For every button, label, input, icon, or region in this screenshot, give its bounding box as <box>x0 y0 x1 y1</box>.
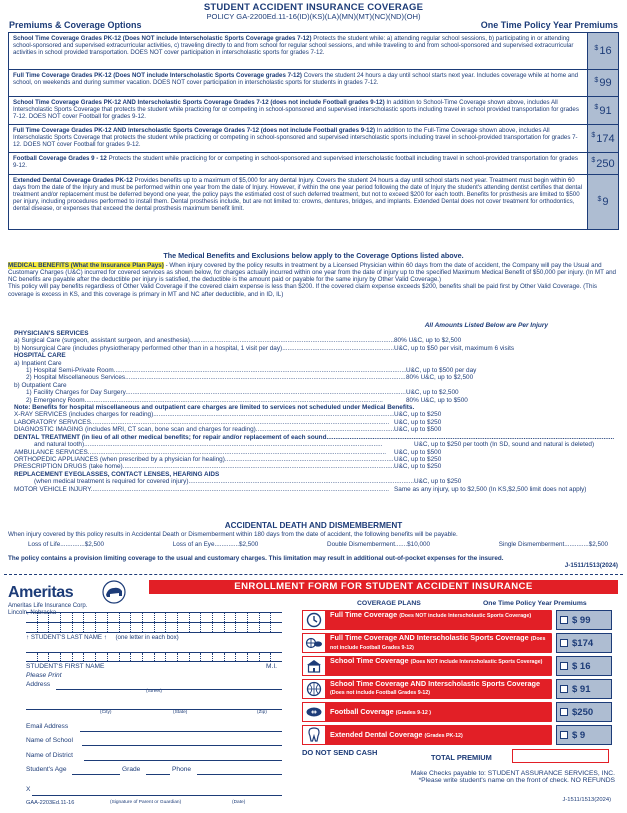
letter-box[interactable] <box>96 623 108 632</box>
signature-input[interactable] <box>32 795 282 796</box>
please-print-note: Please Print <box>26 672 62 679</box>
benefit-value: 80% U&C, up to $500 <box>406 396 468 404</box>
school-label: Name of School <box>26 737 73 744</box>
logo-location: Lincoln, Nebraska <box>8 609 57 616</box>
benefit-row <box>14 456 614 463</box>
age-label: Student's Age <box>26 766 67 773</box>
limitation-notice: The policy contains a provision limiting coverage to the usual and customary charges. This limitation may result in additional out-of-pocket expenses for the insured. <box>8 555 504 562</box>
coverage-option-price <box>588 97 618 124</box>
benefit-value: U&C, up to $250 <box>394 463 442 471</box>
letter-box[interactable] <box>26 623 38 632</box>
policy-number: POLICY GA-2200Ed.11-16(ID)(KS)(LA)(MN)(MT)(NC)(ND)(OH) <box>206 12 421 21</box>
letter-box[interactable] <box>49 623 61 632</box>
benefit-label: DENTAL TREATMENT (in lieu of all other medical benefits; for repair and/or replacement of each sound ..... <box>14 434 614 441</box>
benefit-label: LABORATORY SERVICES ..... <box>14 419 394 426</box>
price-value: 174 <box>596 132 615 145</box>
premiums-heading: Premiums & Coverage Options <box>9 20 142 30</box>
last-name-grid[interactable] <box>26 612 282 641</box>
benefit-value: U&C, up to $250 <box>414 478 462 486</box>
letter-box[interactable] <box>26 653 38 661</box>
plan-title: School Time Coverage AND Interscholastic Sports Coverage <box>330 679 541 688</box>
coverage-option-row <box>9 33 618 70</box>
plan-price: $ 99 <box>572 614 591 626</box>
add-schedule <box>28 541 608 548</box>
benefit-label: DIAGNOSTIC IMAGING (includes MRI, CT scan, bone scan and charges for reading) ..... <box>14 426 394 433</box>
benefit-label: MOTOR VEHICLE INJURY ..... <box>14 486 394 493</box>
benefit-row <box>14 389 614 396</box>
letter-box[interactable] <box>201 613 213 622</box>
grade-input[interactable] <box>146 774 170 775</box>
plan-price: $ 9 <box>572 729 586 741</box>
last-name-letter-boxes[interactable] <box>26 612 282 623</box>
total-premium-input[interactable] <box>512 749 609 763</box>
plan-subtitle: (Grades PK-12) <box>424 733 463 739</box>
benefit-row <box>14 478 614 485</box>
coverage-footnote: The Medical Benefits and Exclusions below apply to the Coverage Options listed above. <box>163 251 464 260</box>
letter-box[interactable] <box>201 653 213 661</box>
coverage-plan-option[interactable] <box>302 725 552 745</box>
coverage-option-text <box>9 125 588 152</box>
dollar-sign: $ <box>594 76 599 84</box>
grade-label: Grade <box>122 766 141 773</box>
zip-caption: (Zip) <box>257 710 267 715</box>
cut-line <box>4 574 623 575</box>
benefit-row <box>14 337 614 344</box>
benefit-value: U&C, up to $250 per tooth (In SD, sound and natural is deleted) <box>414 441 595 449</box>
medical-benefits-intro: - When injury covered by the policy results in treatment by a Licensed Physician within 60 days from the date of accident, the Company will pay the Usual and Customary Charges (U&C) incurred for covered services as shown below, for charges actually incurred within one year from the date of injury up to the specified Maximum Medical Benefit of $50,000 per injury. (In MT and NC benefits are payable after the deductible per injury is satisfied, the deductible is the amount paid or payable for the same injury by Other Valid Coverage.) <box>8 262 617 284</box>
coverage-option-text <box>9 153 588 174</box>
plan-title-block <box>330 657 549 666</box>
football-icon <box>302 702 326 722</box>
benefit-label: AMBULANCE SERVICES ..... <box>14 449 394 456</box>
tooth-icon <box>302 725 326 745</box>
benefit-label: 1) Facility Charges for Day Surgery ..... <box>26 389 406 396</box>
letter-box[interactable] <box>178 613 190 622</box>
plan-title-block <box>330 731 549 740</box>
dollar-sign: $ <box>594 44 599 52</box>
benefit-value: U&C, up to $2,500 <box>406 389 459 397</box>
plan-title: Full Time Coverage AND Interscholastic Sports Coverage <box>330 633 529 642</box>
last-name-caption <box>26 634 282 641</box>
letter-box[interactable] <box>73 623 85 632</box>
letter-box[interactable] <box>108 613 120 622</box>
district-input[interactable] <box>84 760 282 761</box>
coverage-option-text <box>9 70 588 96</box>
add-title: ACCIDENTAL DEATH AND DISMEMBERMENT <box>224 521 403 530</box>
plan-checkbox[interactable] <box>560 662 568 670</box>
address-label: Address <box>26 681 51 688</box>
coverage-option-row <box>9 175 618 229</box>
benefit-row <box>14 330 614 337</box>
benefit-value: 80% U&C, up to $2,500 <box>394 337 462 345</box>
last-name-hint: (one letter in each box) <box>115 634 179 641</box>
coverage-option-description: In addition to the Full-Time Coverage shown above, includes All Interscholastic Sports Coverage that protects the student while practicing or competing in school-sponsored and supervised interscholastic sports including travel in school-provided transportation for grades 7-12. DOES NOT cover Football for grades 9-12. <box>13 127 578 149</box>
plan-title: Extended Dental Coverage <box>330 730 423 739</box>
letter-box[interactable] <box>61 623 73 632</box>
letter-box[interactable] <box>213 623 225 632</box>
email-label: Email Address <box>26 723 69 730</box>
plan-subtitle: (Does NOT include Interscholastic Sports Coverage) <box>410 659 543 665</box>
coverage-option-title: School Time Coverage Grades PK-12 AND Interscholastic Sports Coverage Grades 7-12 (does not include Football grades 9-12) <box>13 99 385 106</box>
letter-box[interactable] <box>236 623 248 632</box>
medical-benefits-block <box>8 262 620 298</box>
benefit-row <box>14 411 614 418</box>
plan-title: Full Time Coverage <box>330 610 398 619</box>
benefit-value: U&C, up to $250 <box>394 411 442 419</box>
benefit-label: HOSPITAL CARE <box>14 352 66 360</box>
price-value: 99 <box>599 77 612 89</box>
benefit-label: PHYSICIAN'S SERVICES <box>14 330 89 337</box>
letter-box[interactable] <box>271 623 282 632</box>
benefit-value: U&C, up to $500 per day <box>406 367 477 375</box>
plan-title-block <box>330 634 549 652</box>
plan-title-block <box>330 708 549 717</box>
letter-box[interactable] <box>49 653 61 661</box>
benefit-row <box>14 449 614 456</box>
coverage-option-title: Full Time Coverage Grades PK-12 (Does NOT include Interscholastic Sports Coverage grades 7-12) <box>13 72 302 79</box>
dollar-sign: $ <box>591 132 596 139</box>
price-value: 16 <box>599 45 612 57</box>
letter-box[interactable] <box>155 613 167 622</box>
basketball-icon <box>302 679 326 699</box>
city-caption: (City) <box>100 710 112 715</box>
email-input[interactable] <box>80 731 282 732</box>
coverage-options-table <box>8 32 619 230</box>
plan-checkbox[interactable] <box>560 639 568 647</box>
street-caption: (Street) <box>146 689 162 694</box>
benefit-label: b) Outpatient Care <box>14 381 67 389</box>
benefit-schedule <box>14 330 614 493</box>
plan-price-box <box>556 702 612 722</box>
dollar-sign: $ <box>591 157 596 164</box>
payable-instructions <box>330 770 615 785</box>
last-name-label: ↑ STUDENT'S LAST NAME ↑ <box>26 634 107 641</box>
letter-box[interactable] <box>271 653 282 661</box>
bottom-form-code: J-1511/1513(2024) <box>562 797 611 803</box>
plan-price-box <box>556 656 612 676</box>
coverage-option-row <box>9 70 618 97</box>
letter-box[interactable] <box>120 623 132 632</box>
benefit-row <box>14 367 614 374</box>
dollar-sign: $ <box>597 195 602 203</box>
payable-line-2: *Please write student's name on the front of check. NO REFUNDS <box>418 777 615 785</box>
benefit-row <box>14 486 614 493</box>
letter-box[interactable] <box>61 613 73 622</box>
letter-box[interactable] <box>225 613 237 622</box>
coverage-option-text <box>9 97 588 124</box>
one-time-premiums-heading: One Time Policy Year Premiums <box>480 20 618 30</box>
letter-box[interactable] <box>108 623 120 632</box>
letter-box[interactable] <box>131 623 143 632</box>
plan-price: $174 <box>572 637 594 649</box>
coverage-option-title: Extended Dental Coverage Grades PK-12 <box>13 177 133 184</box>
benefit-label: ORTHOPEDIC APPLIANCES (when prescribed by a physician for healing) ..... <box>14 456 394 463</box>
plan-price-list <box>556 610 612 748</box>
coverage-plan-list <box>302 610 552 748</box>
benefit-label: X-RAY SERVICES (includes charges for reading) ..... <box>14 411 394 418</box>
benefit-label: Note: Benefits for hospital miscellaneous and outpatient care charges are limited to services not scheduled under Medical Benefits. <box>14 404 415 412</box>
price-value: 250 <box>596 157 615 170</box>
phone-label: Phone <box>172 766 192 773</box>
add-item: Double Dismemberment.......$10,000 <box>327 541 430 548</box>
coverage-option-description: In addition to School-Time Coverage shown above, includes All Interscholastic Sports Coverage that protects the student while practicing for or competing in school-sponsored and supervised interscholastic sports including travel in school provided transportation for grades 7-12. DOES NOT cover Football for grades 9-12. <box>13 99 579 121</box>
letter-box[interactable] <box>166 653 178 661</box>
benefit-row <box>14 360 614 367</box>
letter-box[interactable] <box>190 613 202 622</box>
coverage-option-text <box>9 33 588 69</box>
benefit-row <box>14 345 614 352</box>
state-caption: (State) <box>173 710 188 715</box>
coverage-option-description: Covers the student 24 hours a day until school starts next year. Includes coverage while at home and school, on weekends and during summer vacation. DOES NOT cover participation in interscholastic sports for students in grades 7-12. <box>13 72 579 87</box>
plan-title: School Time Coverage <box>330 656 409 665</box>
benefit-row <box>14 397 614 404</box>
plan-subtitle: (Does not include Football Grades 9-12) <box>330 690 431 696</box>
coverage-plan-option[interactable] <box>302 633 552 653</box>
benefit-value: U&C, up to $250 <box>394 418 442 426</box>
do-not-send-cash: DO NOT SEND CASH <box>302 748 378 757</box>
letter-box[interactable] <box>84 613 96 622</box>
plan-checkbox[interactable] <box>560 685 568 693</box>
amounts-per-injury-note: All Amounts Listed Below are Per Injury <box>424 322 548 329</box>
coverage-option-description: Provides benefits up to a maximum of $5,000 for any dental Injury. Covers the student 24 hours a day until school starts next year. Treatment must begin within 60 days from the date of the Injury and must be performed within one year from the date of Injury. However, if within the one year period following the date of Injury the student's attending dentist certifies that dental treatment and/or replacement must be deferred beyond one year, the policy pays the estimated cost of such deferred treatment, but not to exceed $200 for each tooth. Benefits for prosthesis are limited to $500 per injury, including procedures performed to install them. Dental prosthesis include, but are not limited to: crowns, dentures, bridges, and implants. Extended Dental does not cover treatment for orthodontics, dental disease, or expenses that exceed the dental prosthesis maximum benefit limit. <box>13 177 583 213</box>
coverage-option-title: Full Time Coverage Grades PK-12 AND Interscholastic Sports Coverage Grades 7-12 (does not include Football grades 9-12) <box>13 127 376 134</box>
document-title: STUDENT ACCIDENT INSURANCE COVERAGE <box>203 2 424 13</box>
letter-box[interactable] <box>225 653 237 661</box>
coverage-option-row <box>9 125 618 153</box>
coverage-option-description: Protects the student while: a) attending regular school sessions, b) participating in or attending school-sponsored and supervised extracurricular activities, c) traveling directly to and from school for regular school sessions, and while traveling to and from school-sponsored and supervised extracurricular activities in school provided transportation. DOES NOT cover participation in interscholastic sports for grades 7-12. <box>13 35 574 57</box>
letter-box[interactable] <box>201 623 213 632</box>
letter-box[interactable] <box>236 613 248 622</box>
benefit-label: and natural tooth) ..... <box>34 441 414 448</box>
coverage-option-price <box>588 125 618 152</box>
plan-checkbox[interactable] <box>560 708 568 716</box>
medical-benefits-heading: MEDICAL BENEFITS (What the Insurance Plan Pays) <box>8 262 164 269</box>
letter-box[interactable] <box>260 653 272 661</box>
letter-box[interactable] <box>248 653 260 661</box>
benefit-label: REPLACEMENT EYEGLASSES, CONTACT LENSES, HEARING AIDS <box>14 470 220 478</box>
bison-emblem-icon <box>100 580 128 604</box>
benefit-row <box>14 434 614 441</box>
add-text: When injury covered by this policy results in Accidental Death or Dismemberment within 180 days from the date of accident, the following benefits will be payable. <box>8 531 458 538</box>
letter-box[interactable] <box>155 653 167 661</box>
school-icon <box>302 656 326 676</box>
first-name-label: STUDENT'S FIRST NAME <box>26 663 105 670</box>
plan-subtitle: (Does not include Football Grades 9-12) <box>330 636 546 651</box>
phone-input[interactable] <box>197 774 282 775</box>
enrollment-premiums-heading: One Time Policy Year Premiums <box>483 600 587 607</box>
plan-price: $250 <box>572 706 594 718</box>
last-name-letter-boxes[interactable] <box>26 623 282 633</box>
first-name-letter-boxes[interactable] <box>26 652 282 662</box>
letter-box[interactable] <box>120 613 132 622</box>
plan-checkbox[interactable] <box>560 731 568 739</box>
benefit-row <box>14 382 614 389</box>
letter-box[interactable] <box>213 653 225 661</box>
school-input[interactable] <box>82 745 282 746</box>
letter-box[interactable] <box>96 613 108 622</box>
benefit-value: U&C, up to $50 per visit, maximum 6 visits <box>394 344 515 352</box>
benefit-value: Same as any injury, up to $2,500 (In KS,$2,500 limit does not apply) <box>394 485 587 493</box>
signature-caption: (Signature of Parent or Guardian) <box>110 800 182 805</box>
benefit-row <box>14 463 614 470</box>
letter-box[interactable] <box>49 613 61 622</box>
benefit-row <box>14 471 614 478</box>
letter-box[interactable] <box>248 613 260 622</box>
address-city-state-zip-input[interactable] <box>26 709 282 710</box>
coverage-plan-option[interactable] <box>302 656 552 676</box>
benefit-row <box>14 404 614 411</box>
age-input[interactable] <box>72 774 120 775</box>
benefit-label: a) Surgical Care (surgeon, assistant surgeon, and anesthesia) ..... <box>14 337 394 344</box>
coverage-option-title: Football Coverage Grades 9 - 12 <box>13 155 107 162</box>
letter-box[interactable] <box>166 613 178 622</box>
letter-box[interactable] <box>225 623 237 632</box>
plan-price-box <box>556 610 612 630</box>
benefit-value: U&C, up to $500 <box>394 448 442 456</box>
benefit-label: (when medical treatment is required for covered injury) ..... <box>34 478 414 485</box>
signature-x: X <box>26 786 31 793</box>
benefit-label: 1) Hospital Semi-Private Room ..... <box>26 367 406 374</box>
payable-line-1: Make Checks payable to: STUDENT ASSURANCE SERVICES, INC. <box>410 770 615 777</box>
plan-price: $ 91 <box>572 683 591 695</box>
add-item: Single Dismemberment..............$2,500 <box>498 541 608 548</box>
benefit-row <box>14 419 614 426</box>
benefit-label: b) Nonsurgical Care (includes physiotherapy performed other than in a hospital, 1 visit per day) ..... <box>14 345 394 352</box>
logo-name: Ameritas <box>8 584 74 601</box>
coverage-option-price <box>588 153 618 174</box>
middle-initial-label: M.I. <box>266 663 277 670</box>
limitation-code: J-1511/1513(2024) <box>564 562 618 569</box>
coverage-option-price <box>588 33 618 69</box>
letter-box[interactable] <box>155 623 167 632</box>
coverage-option-price <box>588 175 618 229</box>
letter-box[interactable] <box>131 613 143 622</box>
benefit-row <box>14 374 614 381</box>
benefit-label: 2) Emergency Room ..... <box>26 397 406 404</box>
letter-box[interactable] <box>73 613 85 622</box>
benefit-label: a) Inpatient Care <box>14 359 62 367</box>
total-premium-label: TOTAL PREMIUM <box>431 753 492 762</box>
letter-box[interactable] <box>178 653 190 661</box>
coverage-option-row <box>9 153 618 175</box>
letter-box[interactable] <box>84 653 96 661</box>
form-code: GAA-2203Ed.11-16 <box>26 800 75 806</box>
benefit-row <box>14 352 614 359</box>
sports-icon <box>302 633 326 653</box>
letter-box[interactable] <box>213 613 225 622</box>
benefit-value: U&C, up to $250 <box>394 455 442 463</box>
add-item: Loss of Life..............$2,500 <box>28 541 104 548</box>
letter-box[interactable] <box>260 613 272 622</box>
letter-box[interactable] <box>190 623 202 632</box>
letter-box[interactable] <box>108 653 120 661</box>
letter-box[interactable] <box>260 623 272 632</box>
coverage-plans-heading: COVERAGE PLANS <box>357 600 421 607</box>
letter-box[interactable] <box>26 613 38 622</box>
benefit-value: 80% U&C, up to $2,500 <box>406 374 474 382</box>
plan-title-block <box>330 680 549 697</box>
benefit-value: U&C, up to $500 <box>394 426 442 434</box>
letter-box[interactable] <box>84 623 96 632</box>
coverage-plan-option[interactable] <box>302 702 552 722</box>
plan-checkbox[interactable] <box>560 616 568 624</box>
coverage-option-description: Protects the student while practicing for or competing in school-sponsored and supervised interscholastic football including travel in school-provided transportation for grades 9-12. <box>13 155 578 170</box>
benefit-row <box>14 426 614 433</box>
medical-benefits-p2: This policy will pay benefits regardless of Other Valid Coverage if the covered claim expense is less than $200. If the covered claim expense exceeds $200, benefits shall be paid first by Other Valid Coverage. (This coverage is excess in KS, and this coverage is primary in MT and NC after deductible, and in ID, IL) <box>8 283 597 298</box>
price-value: 91 <box>599 104 612 117</box>
logo-company: Ameritas Life Insurance Corp. <box>8 603 88 609</box>
letter-box[interactable] <box>143 613 155 622</box>
plan-price-box <box>556 725 612 745</box>
enrollment-banner: ENROLLMENT FORM FOR STUDENT ACCIDENT INSURANCE <box>149 580 618 594</box>
coverage-option-text <box>9 175 588 229</box>
letter-box[interactable] <box>166 623 178 632</box>
letter-box[interactable] <box>131 653 143 661</box>
date-caption: (Date) <box>232 800 246 805</box>
benefit-label: PRESCRIPTION DRUGS (take home) ..... <box>14 463 394 470</box>
letter-box[interactable] <box>120 653 132 661</box>
letter-box[interactable] <box>96 653 108 661</box>
coverage-option-title: School Time Coverage Grades PK-12 (Does NOT include Interscholastic Sports Coverage grades 7-12) <box>13 35 312 42</box>
address-street-input[interactable] <box>56 689 282 690</box>
plan-price: $ 16 <box>572 660 591 672</box>
plan-price-box <box>556 679 612 699</box>
price-value: 9 <box>602 196 609 208</box>
letter-box[interactable] <box>143 623 155 632</box>
district-label: Name of District <box>26 752 73 759</box>
add-item: Loss of an Eye..............$2,500 <box>172 541 259 548</box>
letter-box[interactable] <box>73 653 85 661</box>
coverage-plan-option[interactable] <box>302 610 552 630</box>
letter-box[interactable] <box>143 653 155 661</box>
plan-title: Football Coverage <box>330 707 394 716</box>
coverage-option-row <box>9 97 618 125</box>
coverage-plan-option[interactable] <box>302 679 552 699</box>
coverage-option-price <box>588 70 618 96</box>
letter-box[interactable] <box>61 653 73 661</box>
letter-box[interactable] <box>178 623 190 632</box>
plan-title-block <box>330 611 549 620</box>
letter-box[interactable] <box>38 653 50 661</box>
letter-box[interactable] <box>38 613 50 622</box>
letter-box[interactable] <box>38 623 50 632</box>
letter-box[interactable] <box>271 613 282 622</box>
clock-icon <box>302 610 326 630</box>
letter-box[interactable] <box>248 623 260 632</box>
plan-subtitle: (Grades 9-12 ) <box>395 710 432 716</box>
plan-price-box <box>556 633 612 653</box>
benefit-row <box>14 441 614 448</box>
dollar-sign: $ <box>594 104 599 111</box>
benefit-label: 2) Hospital Miscellaneous Services ..... <box>26 374 406 381</box>
plan-subtitle: (Does NOT include Interscholastic Sports Coverage) <box>399 613 532 619</box>
letter-box[interactable] <box>190 653 202 661</box>
letter-box[interactable] <box>236 653 248 661</box>
